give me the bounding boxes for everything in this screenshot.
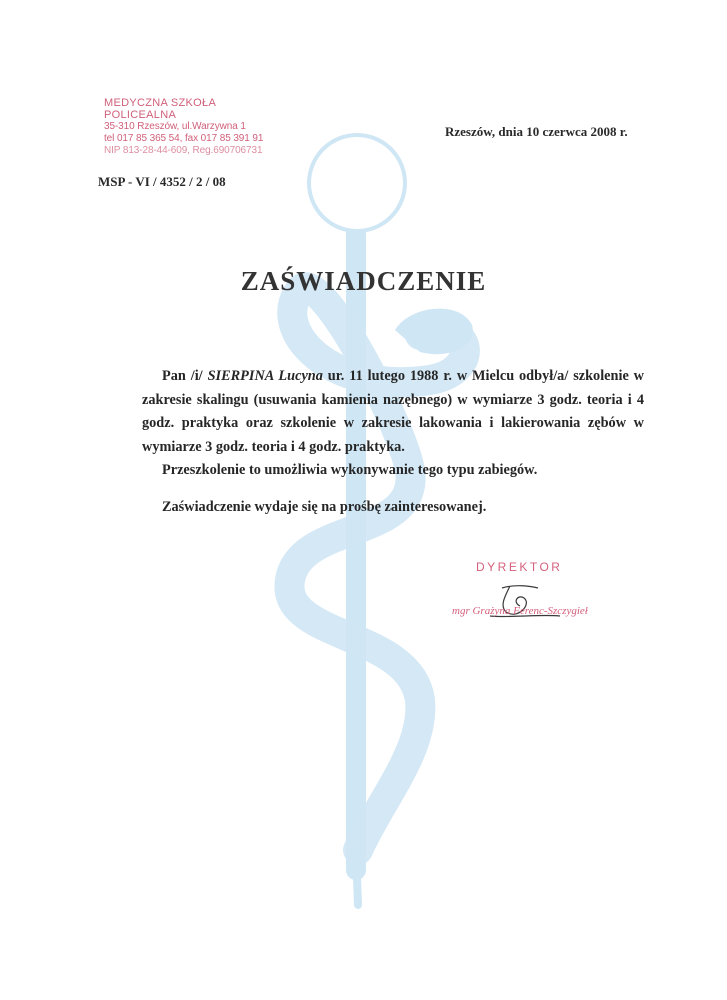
- stamp-address: 35-310 Rzeszów, ul.Warzywna 1: [104, 121, 246, 132]
- place-date: Rzeszów, dnia 10 czerwca 2008 r.: [445, 124, 628, 139]
- stamp-ids: NIP 813-28-44-609, Reg.690706731: [104, 145, 263, 156]
- document-title: ZAŚWIADCZENIE: [240, 266, 487, 296]
- certificate-body: [142, 365, 644, 519]
- stamp-phone: tel 017 85 365 54, fax 017 85 391 91: [104, 133, 264, 144]
- stamp-school-name: MEDYCZNA SZKOŁA POLICEALNA: [104, 97, 216, 121]
- school-stamp: [104, 97, 284, 157]
- handwritten-signature-icon: [460, 576, 570, 626]
- signature-title: DYREKTOR: [476, 560, 563, 574]
- paragraph-issuance: Zaświadczenie wydaje się na prośbę zainteresowanej.: [162, 498, 487, 515]
- paragraph-training-text: ur. 11 lutego 1988 r. w Mielcu odbył/a/ szkolenie w zakresie skalingu (usuwania kamienia nazębnego) w wymiarze 3 godz. teoria i 4 godz. praktyka oraz szkolenie w zakresie lakowania i lakierowania zębów w wymiarze 3 godz. teoria i 4 godz. praktyka.: [142, 368, 645, 455]
- salutation: Pan /i/: [162, 368, 203, 384]
- signature-name: mgr Grażyna Ferenc-Szczygieł: [452, 605, 588, 617]
- person-name: SIERPINA Lucyna: [207, 368, 323, 384]
- reference-number: MSP - VI / 4352 / 2 / 08: [98, 174, 226, 189]
- paragraph-entitlement: Przeszkolenie to umożliwia wykonywanie tego typu zabiegów.: [162, 462, 538, 478]
- paragraph-training: [142, 365, 644, 459]
